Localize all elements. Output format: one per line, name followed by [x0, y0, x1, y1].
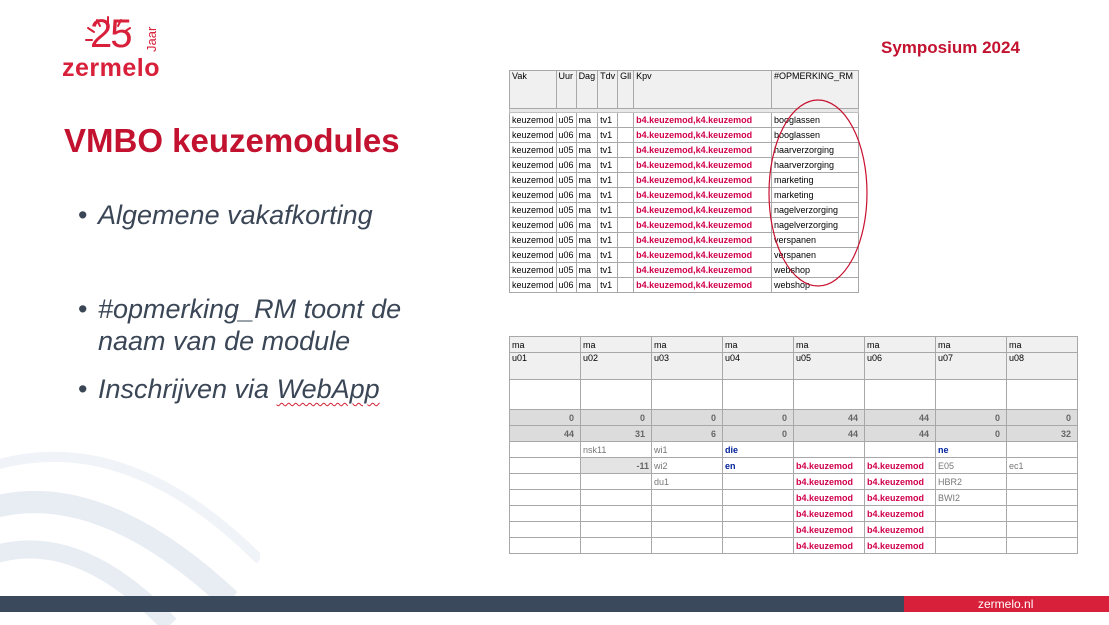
table-cell[interactable]: ma: [576, 128, 598, 143]
schedule-cell[interactable]: [723, 474, 794, 490]
zermelo-logo: [60, 10, 190, 85]
table-cell[interactable]: tv1: [598, 233, 618, 248]
table-cell[interactable]: ma: [576, 158, 598, 173]
count-cell: 44: [794, 410, 865, 426]
count-cell: 0: [723, 410, 794, 426]
table-cell[interactable]: keuzemod: [510, 158, 557, 173]
schedule-cell[interactable]: b4.keuzemod: [794, 458, 865, 474]
table-cell[interactable]: keuzemod: [510, 233, 557, 248]
table-cell[interactable]: tv1: [598, 203, 618, 218]
count-cell: 6: [652, 426, 723, 442]
table-cell[interactable]: ma: [576, 113, 598, 128]
table-cell[interactable]: tv1: [598, 263, 618, 278]
hour-header[interactable]: u08: [1007, 353, 1078, 380]
schedule-cell[interactable]: [652, 490, 723, 506]
column-header-tdv[interactable]: Tdv: [598, 71, 618, 109]
schedule-row: [510, 442, 1078, 458]
day-header[interactable]: ma: [936, 337, 1007, 353]
schedule-cell[interactable]: -11: [581, 458, 652, 474]
event-label: Symposium 2024: [881, 38, 1020, 57]
table-cell[interactable]: keuzemod: [510, 218, 557, 233]
schedule-cell[interactable]: ec1: [1007, 458, 1078, 474]
day-header[interactable]: ma: [723, 337, 794, 353]
table-cell[interactable]: u06: [556, 248, 576, 263]
table-cell[interactable]: keuzemod: [510, 278, 557, 293]
schedule-cell[interactable]: b4.keuzemod: [794, 522, 865, 538]
day-header[interactable]: ma: [581, 337, 652, 353]
table-cell[interactable]: keuzemod: [510, 203, 557, 218]
day-header[interactable]: ma: [794, 337, 865, 353]
schedule-cell[interactable]: [723, 506, 794, 522]
table-cell[interactable]: [618, 113, 634, 128]
table-cell[interactable]: u06: [556, 278, 576, 293]
schedule-grid: [509, 336, 1078, 554]
table-cell[interactable]: marketing: [772, 188, 859, 203]
count-cell: 0: [1007, 410, 1078, 426]
slide-title: VMBO keuzemodules: [64, 122, 400, 159]
count-row-a: [510, 410, 1078, 426]
hour-row: [510, 353, 1078, 380]
table-cell[interactable]: ma: [576, 143, 598, 158]
schedule-cell[interactable]: [581, 474, 652, 490]
count-cell: 44: [794, 426, 865, 442]
table-cell[interactable]: b4.keuzemod,k4.keuzemod: [634, 233, 772, 248]
table-cell[interactable]: haarverzorging: [772, 143, 859, 158]
bullet-text-prefix: Inschrijven via: [98, 374, 277, 404]
schedule-cell[interactable]: b4.keuzemod: [794, 490, 865, 506]
table-cell[interactable]: [618, 143, 634, 158]
table-cell[interactable]: u05: [556, 113, 576, 128]
table-cell[interactable]: verspanen: [772, 233, 859, 248]
schedule-row: [510, 474, 1078, 490]
schedule-cell[interactable]: [723, 522, 794, 538]
table-cell[interactable]: b4.keuzemod,k4.keuzemod: [634, 173, 772, 188]
column-header-kpv[interactable]: Kpv: [634, 71, 772, 109]
table-cell[interactable]: b4.keuzemod,k4.keuzemod: [634, 278, 772, 293]
webapp-link[interactable]: WebApp: [276, 374, 380, 404]
table-cell[interactable]: u06: [556, 218, 576, 233]
table-cell[interactable]: b4.keuzemod,k4.keuzemod: [634, 113, 772, 128]
schedule-cell[interactable]: [510, 474, 581, 490]
table-cell[interactable]: keuzemod: [510, 248, 557, 263]
table-cell[interactable]: u05: [556, 263, 576, 278]
table-cell[interactable]: booglassen: [772, 113, 859, 128]
footer-url[interactable]: zermelo.nl: [978, 597, 1034, 611]
schedule-cell[interactable]: [723, 490, 794, 506]
hour-header[interactable]: u06: [865, 353, 936, 380]
count-cell: 0: [723, 426, 794, 442]
table-cell[interactable]: nagelverzorging: [772, 203, 859, 218]
logo-wordmark: zermelo: [62, 54, 160, 82]
column-header-gll[interactable]: Gll: [618, 71, 634, 109]
day-header[interactable]: ma: [1007, 337, 1078, 353]
count-cell: 0: [581, 410, 652, 426]
table-cell[interactable]: tv1: [598, 218, 618, 233]
schedule-cell[interactable]: [1007, 506, 1078, 522]
schedule-cell[interactable]: [581, 522, 652, 538]
table-cell[interactable]: tv1: [598, 113, 618, 128]
schedule-cell[interactable]: [510, 458, 581, 474]
hour-header[interactable]: u02: [581, 353, 652, 380]
table-cell[interactable]: [618, 248, 634, 263]
table-cell[interactable]: tv1: [598, 173, 618, 188]
count-cell: 0: [652, 410, 723, 426]
count-cell: 32: [1007, 426, 1078, 442]
table-cell[interactable]: u06: [556, 128, 576, 143]
table-cell[interactable]: [618, 203, 634, 218]
hour-header[interactable]: u04: [723, 353, 794, 380]
table-cell[interactable]: tv1: [598, 278, 618, 293]
schedule-cell[interactable]: [510, 538, 581, 554]
schedule-cell[interactable]: [652, 522, 723, 538]
table-cell[interactable]: tv1: [598, 248, 618, 263]
schedule-row: [510, 538, 1078, 554]
highlight-ellipse: [765, 96, 875, 292]
hour-header[interactable]: u03: [652, 353, 723, 380]
count-row-b: [510, 426, 1078, 442]
table-cell[interactable]: tv1: [598, 158, 618, 173]
table-cell[interactable]: ma: [576, 233, 598, 248]
schedule-cell[interactable]: [936, 506, 1007, 522]
table-cell[interactable]: booglassen: [772, 128, 859, 143]
table-cell[interactable]: [618, 233, 634, 248]
table-cell[interactable]: ma: [576, 263, 598, 278]
count-cell: 0: [936, 426, 1007, 442]
schedule-cell[interactable]: [1007, 522, 1078, 538]
schedule-cell[interactable]: [510, 506, 581, 522]
table-cell[interactable]: keuzemod: [510, 113, 557, 128]
table-cell[interactable]: haarverzorging: [772, 158, 859, 173]
table-cell[interactable]: tv1: [598, 188, 618, 203]
table-cell[interactable]: webshop: [772, 263, 859, 278]
table-cell[interactable]: b4.keuzemod,k4.keuzemod: [634, 143, 772, 158]
table-cell[interactable]: [618, 173, 634, 188]
table-cell[interactable]: b4.keuzemod,k4.keuzemod: [634, 263, 772, 278]
table-cell[interactable]: keuzemod: [510, 173, 557, 188]
table-cell[interactable]: [618, 278, 634, 293]
table-cell[interactable]: keuzemod: [510, 188, 557, 203]
hour-header[interactable]: u01: [510, 353, 581, 380]
blank-row: [510, 380, 1078, 410]
table-cell[interactable]: u05: [556, 173, 576, 188]
logo-jaar-label: Jaar: [144, 26, 159, 52]
table-cell[interactable]: b4.keuzemod,k4.keuzemod: [634, 128, 772, 143]
column-header-uur[interactable]: Uur: [556, 71, 576, 109]
schedule-cell[interactable]: b4.keuzemod: [865, 522, 936, 538]
day-header[interactable]: ma: [865, 337, 936, 353]
schedule-cell[interactable]: du1: [652, 474, 723, 490]
table-cell[interactable]: marketing: [772, 173, 859, 188]
schedule-cell[interactable]: [723, 538, 794, 554]
table-cell[interactable]: tv1: [598, 128, 618, 143]
table-cell[interactable]: ma: [576, 278, 598, 293]
table-cell[interactable]: u05: [556, 203, 576, 218]
column-header-vak[interactable]: Vak: [510, 71, 557, 109]
schedule-cell[interactable]: [1007, 490, 1078, 506]
table-cell[interactable]: ma: [576, 248, 598, 263]
table-cell[interactable]: ma: [576, 203, 598, 218]
table-cell[interactable]: u05: [556, 143, 576, 158]
bullet-text: #opmerking_RM toont de naam van de module: [98, 294, 402, 356]
table-cell[interactable]: nagelverzorging: [772, 218, 859, 233]
schedule-cell[interactable]: [794, 442, 865, 458]
table-cell[interactable]: ma: [576, 188, 598, 203]
table-cell[interactable]: keuzemod: [510, 128, 557, 143]
schedule-cell[interactable]: BWI2: [936, 490, 1007, 506]
count-cell: 0: [936, 410, 1007, 426]
day-header[interactable]: ma: [510, 337, 581, 353]
schedule-cell[interactable]: [510, 442, 581, 458]
schedule-cell[interactable]: b4.keuzemod: [794, 506, 865, 522]
count-cell: 31: [581, 426, 652, 442]
table-cell[interactable]: verspanen: [772, 248, 859, 263]
day-row: [510, 337, 1078, 353]
table-cell[interactable]: b4.keuzemod,k4.keuzemod: [634, 218, 772, 233]
column-header-dag[interactable]: Dag: [576, 71, 598, 109]
table-cell[interactable]: keuzemod: [510, 143, 557, 158]
schedule-cell[interactable]: [936, 522, 1007, 538]
table-cell[interactable]: u05: [556, 233, 576, 248]
hour-header[interactable]: u05: [794, 353, 865, 380]
schedule-cell[interactable]: b4.keuzemod: [794, 538, 865, 554]
day-header[interactable]: ma: [652, 337, 723, 353]
footer-bar: [0, 596, 904, 612]
schedule-cell[interactable]: [1007, 538, 1078, 554]
table-cell[interactable]: u06: [556, 158, 576, 173]
schedule-cell[interactable]: E05: [936, 458, 1007, 474]
schedule-cell[interactable]: [1007, 474, 1078, 490]
table-cell[interactable]: tv1: [598, 143, 618, 158]
count-cell: 44: [865, 410, 936, 426]
table-cell[interactable]: ma: [576, 218, 598, 233]
table-cell[interactable]: [618, 188, 634, 203]
count-cell: 44: [865, 426, 936, 442]
table-cell[interactable]: [618, 218, 634, 233]
schedule-cell[interactable]: [1007, 442, 1078, 458]
schedule-cell[interactable]: [652, 538, 723, 554]
count-cell: 0: [510, 410, 581, 426]
schedule-cell[interactable]: b4.keuzemod: [794, 474, 865, 490]
bullet-dot: •: [78, 374, 88, 404]
schedule-cell[interactable]: b4.keuzemod: [865, 474, 936, 490]
table-cell[interactable]: b4.keuzemod,k4.keuzemod: [634, 158, 772, 173]
table-cell[interactable]: b4.keuzemod,k4.keuzemod: [634, 188, 772, 203]
table-cell[interactable]: u06: [556, 188, 576, 203]
schedule-cell[interactable]: [581, 490, 652, 506]
schedule-cell[interactable]: [936, 538, 1007, 554]
schedule-cell[interactable]: b4.keuzemod: [865, 538, 936, 554]
table-cell[interactable]: keuzemod: [510, 263, 557, 278]
schedule-cell[interactable]: b4.keuzemod: [865, 458, 936, 474]
schedule-cell[interactable]: b4.keuzemod: [865, 506, 936, 522]
schedule-row: [510, 506, 1078, 522]
schedule-cell[interactable]: [581, 506, 652, 522]
table-cell[interactable]: [618, 158, 634, 173]
bullet-text: Algemene vakafkorting: [98, 200, 373, 230]
table-cell[interactable]: webshop: [772, 278, 859, 293]
schedule-row: [510, 458, 1078, 474]
schedule-cell[interactable]: [652, 506, 723, 522]
table-cell[interactable]: b4.keuzemod,k4.keuzemod: [634, 248, 772, 263]
table-cell[interactable]: [618, 263, 634, 278]
schedule-cell[interactable]: b4.keuzemod: [865, 490, 936, 506]
schedule-cell[interactable]: wi2: [652, 458, 723, 474]
schedule-row: [510, 490, 1078, 506]
schedule-cell[interactable]: wi1: [652, 442, 723, 458]
logo-anniversary-number: 25: [90, 12, 131, 56]
schedule-row: [510, 522, 1078, 538]
schedule-cell[interactable]: die: [723, 442, 794, 458]
schedule-cell[interactable]: [510, 522, 581, 538]
table-cell[interactable]: [618, 128, 634, 143]
schedule-cell[interactable]: nsk11: [581, 442, 652, 458]
schedule-cell[interactable]: ne: [936, 442, 1007, 458]
bullet-dot: •: [78, 294, 88, 324]
table-cell[interactable]: ma: [576, 173, 598, 188]
table-cell[interactable]: b4.keuzemod,k4.keuzemod: [634, 203, 772, 218]
schedule-cell[interactable]: [581, 538, 652, 554]
hour-header[interactable]: u07: [936, 353, 1007, 380]
schedule-cell[interactable]: [510, 490, 581, 506]
bullet-dot: •: [78, 200, 88, 230]
column-header-opmerking-rm[interactable]: #OPMERKING_RM: [772, 71, 859, 109]
schedule-cell[interactable]: HBR2: [936, 474, 1007, 490]
count-cell: 44: [510, 426, 581, 442]
schedule-cell[interactable]: en: [723, 458, 794, 474]
schedule-cell[interactable]: [865, 442, 936, 458]
bullet-text: [98, 373, 468, 405]
